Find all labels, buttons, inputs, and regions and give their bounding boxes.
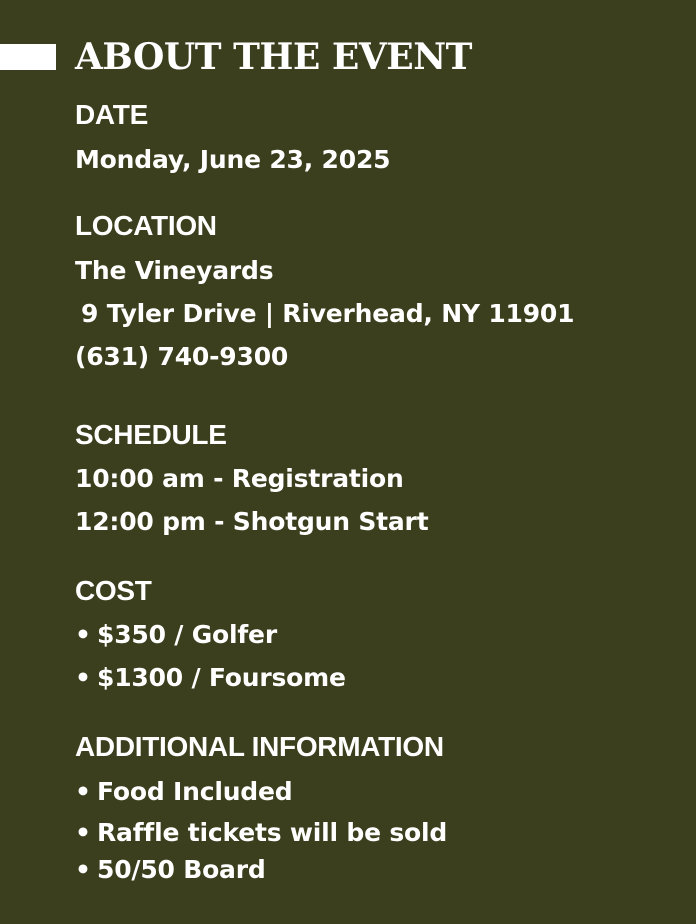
cost-heading: COST	[75, 575, 152, 606]
page-title: ABOUT THE EVENT	[75, 36, 472, 78]
cost-item-foursome	[75, 662, 346, 694]
cost-item-label: $350 / Golfer	[97, 620, 277, 649]
info-item-label: 50/50 Board	[97, 855, 266, 884]
title-accent-bar	[0, 44, 56, 70]
info-item-label: Raffle tickets will be sold	[97, 818, 448, 847]
schedule-item-shotgun-start: 12:00 pm - Shotgun Start	[75, 507, 429, 536]
bullet-icon: •	[75, 855, 91, 884]
location-address: 9 Tyler Drive | Riverhead, NY 11901	[81, 299, 575, 328]
info-item-label: Food Included	[97, 777, 293, 806]
info-item-5050-board	[75, 854, 266, 886]
date-value: Monday, June 23, 2025	[75, 145, 391, 174]
location-heading: LOCATION	[75, 210, 217, 241]
schedule-heading: SCHEDULE	[75, 419, 227, 450]
schedule-item-registration: 10:00 am - Registration	[75, 464, 404, 493]
bullet-icon: •	[75, 620, 91, 649]
info-item-food	[75, 776, 292, 808]
cost-item-golfer	[75, 619, 277, 651]
cost-item-label: $1300 / Foursome	[97, 663, 346, 692]
bullet-icon: •	[75, 663, 91, 692]
bullet-icon: •	[75, 777, 91, 806]
additional-info-heading: ADDITIONAL INFORMATION	[75, 731, 444, 762]
location-venue: The Vineyards	[75, 256, 274, 285]
date-heading: DATE	[75, 99, 148, 130]
bullet-icon: •	[75, 818, 91, 847]
location-phone: (631) 740-9300	[75, 342, 289, 371]
info-item-raffle	[75, 817, 447, 849]
